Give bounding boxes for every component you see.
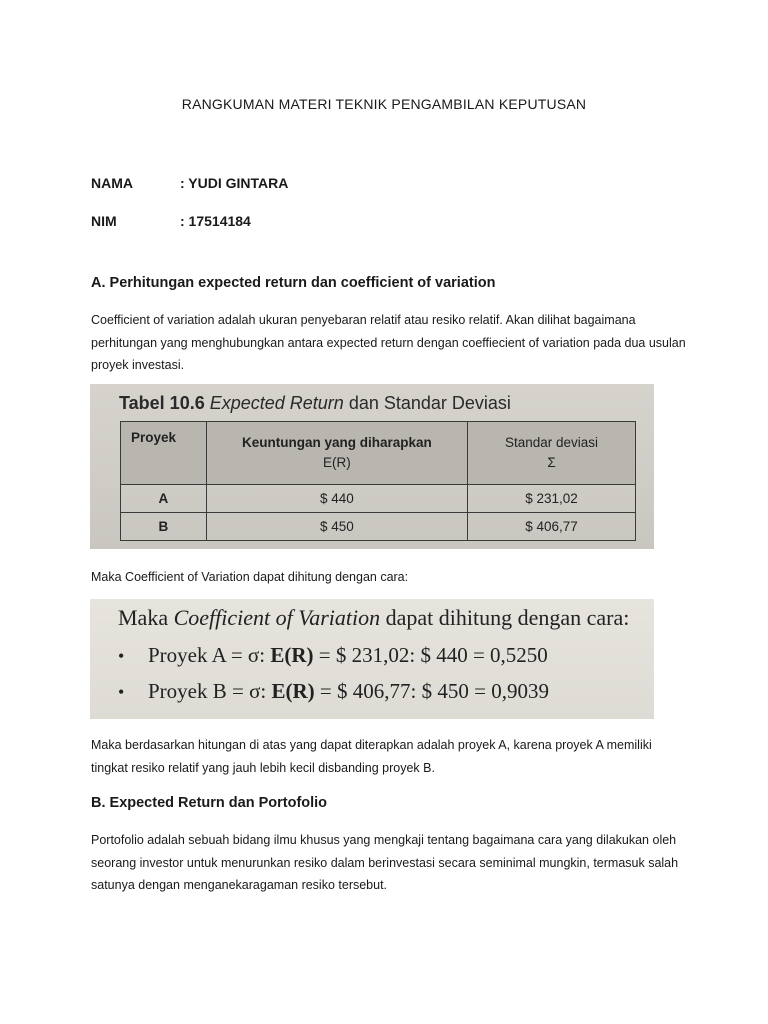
page-title: RANGKUMAN MATERI TEKNIK PENGAMBILAN KEPUTUSAN (181, 96, 587, 112)
nama-label: NAMA (91, 175, 133, 191)
expected-return-table (120, 421, 636, 541)
nim-value: : 17514184 (180, 213, 251, 229)
section-b-heading: B. Expected Return dan Portofolio (91, 795, 328, 811)
section-a-paragraph-2: Maka Coefficient of Variation dapat dihitung dengan cara: (91, 570, 409, 584)
section-b-paragraph-1: Portofolio adalah sebuah bidang ilmu khusus yang mengkaji tentang bagaimana cara yang dilakukan oleh seorang investor untuk menurunkan resiko dalam berinvestasi secara seminimal mungkin, termasuk salah satunya dengan menganekaragaman resiko tersebut. (91, 833, 679, 892)
formula-a-er: E(R) (270, 643, 314, 667)
formula-caption-italic: Coefficient of Variation (173, 605, 381, 630)
section-a-paragraph-3: Maka berdasarkan hitungan di atas yang dapat diterapkan adalah proyek A, karena proyek A memiliki tingkat resiko relatif yang jauh lebih kecil disbanding proyek B. (91, 738, 652, 775)
nama-value: : YUDI GINTARA (180, 175, 289, 191)
table-caption-italic: Expected Return (209, 393, 344, 413)
formula-caption-prefix: Maka (118, 605, 169, 630)
table-header-row (121, 422, 636, 485)
bullet-icon: • (118, 682, 125, 702)
formula-caption (118, 605, 629, 631)
header-er-line2: E(R) (323, 455, 351, 470)
bullet-icon: • (118, 646, 125, 666)
table-row (121, 513, 636, 541)
section-a-paragraph-1: Coefficient of variation adalah ukuran penyebaran relatif atau resiko relatif. Akan dilihat bagaimana perhitungan yang menghubungkan antara expected return dengan coeffiecient of variation pada dua usulan proyek investasi. (91, 313, 686, 372)
cell-proyek: A (121, 485, 207, 513)
header-proyek: Proyek (121, 422, 207, 485)
header-sd-line2: Σ (547, 455, 556, 470)
formula-photo (90, 599, 654, 719)
table-photo (90, 384, 654, 549)
header-expected-return (206, 422, 467, 485)
table-caption-suffix: dan Standar Deviasi (348, 393, 511, 413)
nama-row (91, 175, 288, 191)
header-er-line1: Keuntungan yang diharapkan (242, 435, 432, 450)
formula-line-proyek-a (118, 643, 548, 668)
formula-b-er: E(R) (271, 679, 315, 703)
formula-b-start: Proyek B = σ: (148, 679, 272, 703)
section-a-heading: A. Perhitungan expected return dan coefficient of variation (91, 275, 496, 291)
header-sd-line1: Standar deviasi (504, 435, 599, 450)
table-row (121, 485, 636, 513)
formula-line-proyek-b (118, 679, 549, 704)
formula-a-start: Proyek A = σ: (148, 643, 271, 667)
formula-a-end: = $ 231,02: $ 440 = 0,5250 (313, 643, 548, 667)
cell-expected-return: $ 440 (206, 485, 467, 513)
nim-label: NIM (91, 213, 117, 229)
table-caption (119, 393, 511, 414)
nim-row (91, 213, 251, 229)
cell-expected-return: $ 450 (206, 513, 467, 541)
formula-b-end: = $ 406,77: $ 450 = 0,9039 (314, 679, 549, 703)
cell-standard-deviation: $ 406,77 (468, 513, 636, 541)
header-standard-deviation (468, 422, 636, 485)
formula-caption-suffix: dapat dihitung dengan cara: (385, 605, 630, 630)
cell-proyek: B (121, 513, 207, 541)
table-caption-prefix: Tabel 10.6 (119, 393, 205, 413)
cell-standard-deviation: $ 231,02 (468, 485, 636, 513)
